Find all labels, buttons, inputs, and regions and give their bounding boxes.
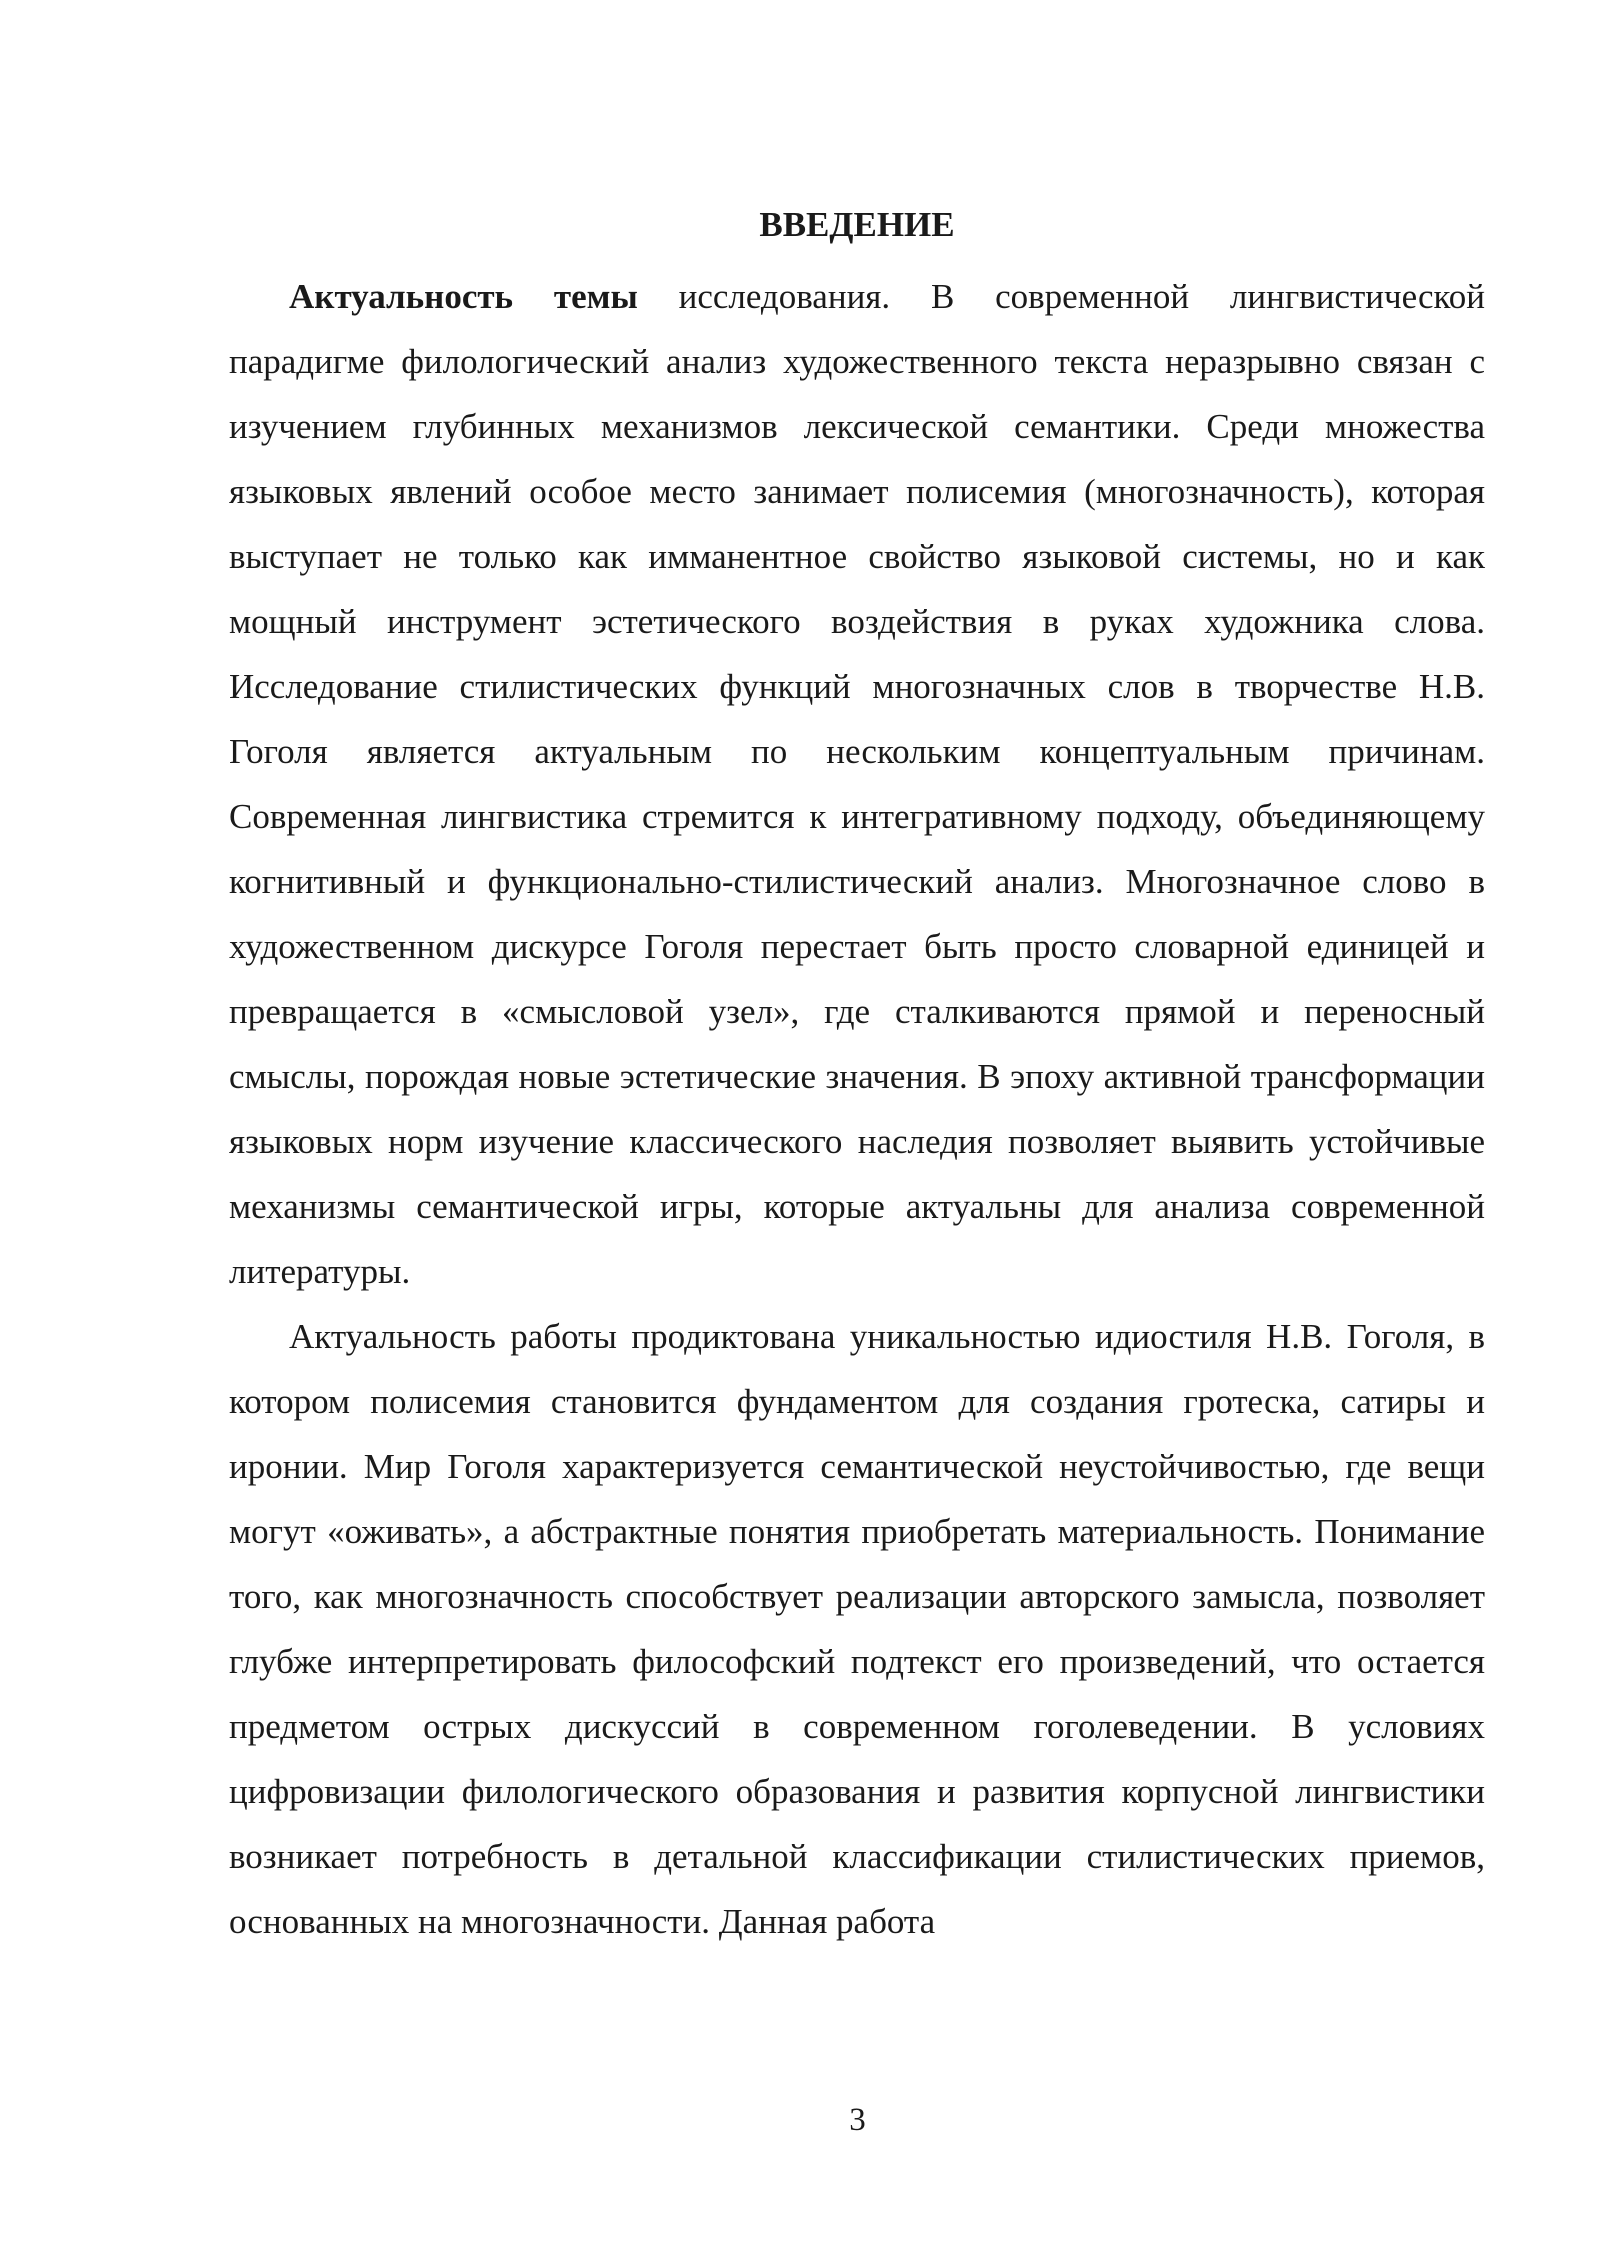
paragraph-relevance-work: Актуальность работы продиктована уникальностью идиостиля Н.В. Гоголя, в котором полисемия становится фундаментом для создания гротеска, сатиры и иронии. Мир Гоголя характеризуется семантической неустойчивостью, где вещи могут «оживать», а абстрактные понятия приобретать материальность. Понимание того, как многозначность способствует реализации авторского замысла, позволяет глубже интерпретировать философский подтекст его произведений, что остается предметом острых дискуссий в современном гоголеведении. В условиях цифровизации филологического образования и развития корпусной лингвистики возникает потребность в детальной классификации стилистических приемов, основанных на многозначности. Данная работа xyxy=(229,1317,1485,1941)
paragraph-lead-bold: Актуальность темы xyxy=(289,277,638,316)
page-content xyxy=(229,200,1485,1954)
page-number: 3 xyxy=(849,2102,866,2138)
paragraph-body: исследования. В современной лингвистической парадигме филологический анализ художественного текста неразрывно связан с изучением глубинных механизмов лексической семантики. Среди множества языковых явлений особое место занимает полисемия (многозначность), которая выступает не только как имманентное свойство языковой системы, но и как мощный инструмент эстетического воздействия в руках художника слова. Исследование стилистических функций многозначных слов в творчестве Н.В. Гоголя является актуальным по нескольким концептуальным причинам. Современная лингвистика стремится к интегративному подходу, объединяющему когнитивный и функционально-стилистический анализ. Многозначное слово в художественном дискурсе Гоголя перестает быть просто словарной единицей и превращается в «смысловой узел», где сталкиваются прямой и переносный смыслы, порождая новые эстетические значения. В эпоху активной трансформации языковых норм изучение классического наследия позволяет выявить устойчивые механизмы семантической игры, которые актуальны для анализа современной литературы. xyxy=(229,277,1485,1291)
paragraph-relevance-topic xyxy=(229,264,1485,1304)
section-heading: ВВЕДЕНИЕ xyxy=(759,205,955,244)
